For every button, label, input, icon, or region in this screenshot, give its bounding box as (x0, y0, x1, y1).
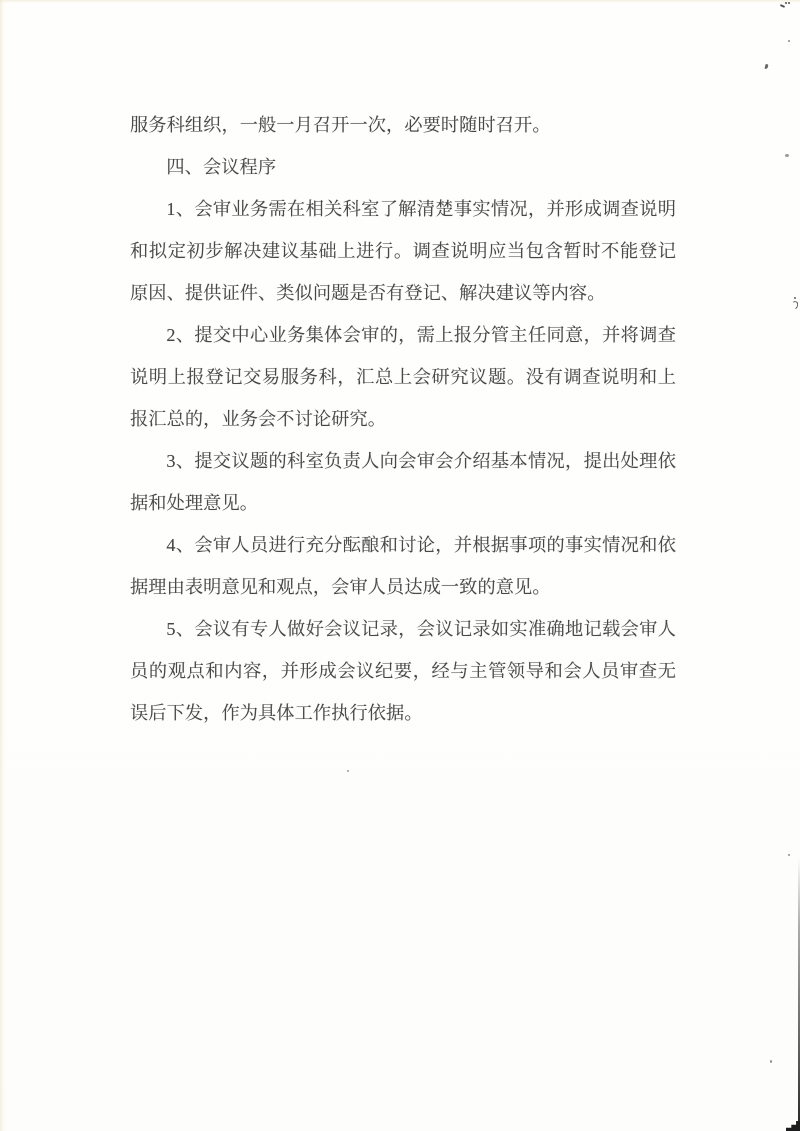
numbered-paragraph-2: 2、提交中心业务集体会审的，需上报分管主任同意，并将调查说明上报登记交易服务科，汇总上会研究议题。没有调查说明和上报汇总的，业务会不讨论研究。 (130, 325, 676, 429)
scan-edge-left (0, 0, 6, 1131)
numbered-paragraph-1: 1、会审业务需在相关科室了解清楚事实情况，并形成调查说明和拟定初步解决建议基础上进行。调查说明应当包含暂时不能登记原因、提供证件、类似问题是否有登记、解决建议等内容。 (130, 199, 676, 303)
scan-edge-top (0, 0, 800, 4)
scan-speck (347, 770, 349, 772)
numbered-paragraph-5: 5、会议有专人做好会议记录，会议记录如实准确地记载会审人员的观点和内容，并形成会议纪要，经与主管领导和会人员审查无误后下发，作为具体工作执行依据。 (130, 619, 676, 723)
scan-squiggle-mark (780, 2, 790, 9)
scan-curl-mark (791, 297, 797, 308)
scan-speck (788, 40, 790, 42)
section-heading: 四、会议程序 (166, 157, 277, 177)
document-body (130, 104, 676, 734)
scan-corner-mark (786, 1121, 800, 1131)
paragraph-continuation: 服务科组织，一般一月召开一次，必要时随时召开。 (130, 115, 551, 135)
numbered-paragraph-3: 3、提交议题的科室负责人向会审会介绍基本情况，提出处理依据和处理意见。 (130, 451, 676, 513)
scan-speck (765, 64, 768, 69)
scan-speck (785, 154, 789, 157)
numbered-paragraph-4: 4、会审人员进行充分酝酿和讨论，并根据事项的事实情况和依据理由表明意见和观点，会审人员达成一致的意见。 (130, 535, 676, 597)
scan-speck (770, 1060, 772, 1063)
scan-speck (788, 854, 790, 856)
